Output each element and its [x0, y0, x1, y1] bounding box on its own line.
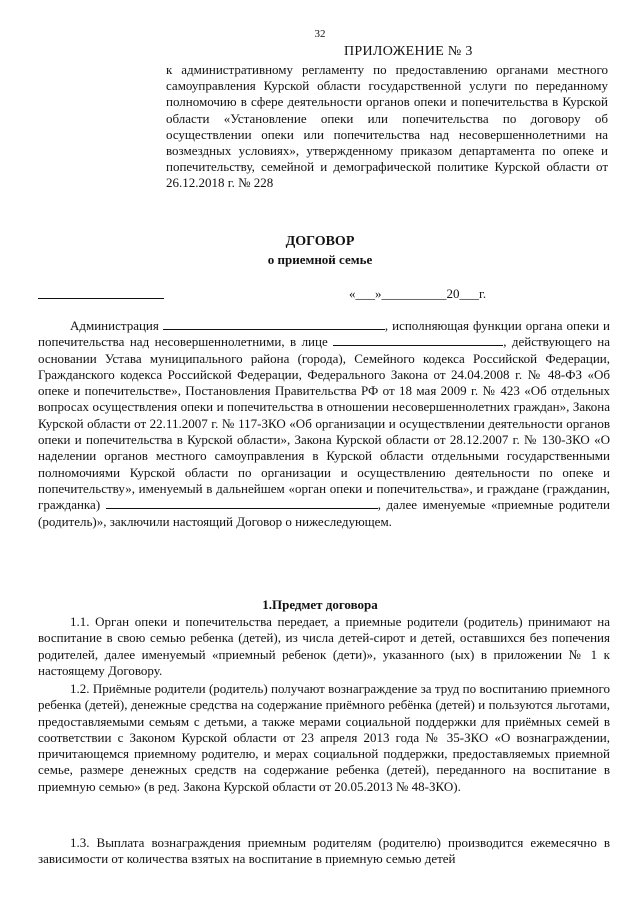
date-line: «___»__________20___г. [349, 286, 487, 301]
page-number: 32 [314, 28, 326, 40]
admin-paragraph [38, 318, 610, 530]
appendix-title: ПРИЛОЖЕНИЕ № 3 [344, 44, 473, 59]
clause-1-1: 1.1. Орган опеки и попечительства передает, а приемные родители (родитель) принимают на воспитание в свою семью ребенка (детей), из числа детей-сирот и детей, оставшихся без попечения родителей, далее именуемый «приемный ребенок (дети)», указанного (ых) в приложении № 1 к настоящему Договору. [38, 614, 610, 678]
clause-1-2: 1.2. Приёмные родители (родитель) получают вознаграждение за труд по воспитанию приемного ребенка (детей), денежные средства на содержание приёмного ребёнка (детей) и пользуются льготами, предоставляемыми семьям с детьми, а также мерами социальной поддержки для приёмных семей в соответствии с Законом Курской области от 23 апреля 2013 года № 35-ЗКО «О вознаграждении, причитающемся приемному родителю, и мерах социальной поддержки, предоставляемых приемной семье, размере денежных средств на содержание ребенка (детей), переданного на воспитание в приемную семью» (в ред. Закона Курской области от 20.05.2013 № 48-ЗКО). [38, 681, 610, 794]
clause-1-3: 1.3. Выплата вознаграждения приемным родителям (родителю) производится ежемесячно в зависимости от количества взятых на воспитание в приемную семью детей [38, 835, 610, 867]
admin-text-4: , далее именуемые «приемные родители (родитель)», заключили настоящий Договор о нижеследующем. [38, 497, 611, 529]
appendix-text: к административному регламенту по предоставлению органами местного самоуправления Курской области государственной услуги по переданному полномочию в сфере деятельности органов опеки и попечительства в Курской области «Установление опеки или попечительства по договору об осуществлении опеки или попечительства над несовершеннолетними на возмездных условиях», утвержденному приказом департамента по опеке и попечительству, семейной и демографической политике Курской области от 26.12.2018 г. № 228 [166, 62, 608, 191]
admin-text-2: , исполняющая функции органа опеки и попечительства над несовершеннолетними, в лице [38, 318, 610, 350]
place-blank-line [38, 298, 164, 299]
admin-name-blank [163, 318, 385, 330]
document-subtitle: о приемной семье [267, 252, 373, 267]
representative-blank [333, 334, 503, 346]
citizens-blank [106, 497, 378, 509]
admin-text-3: , действующего на основании Устава муниципального района (города), Семейного кодекса Российской Федерации, Гражданского кодекса Российской Федерации, Федерального Закона от 24.04.2008 г. № 48-ФЗ «Об опеке и попечительстве», Постановления Правительства РФ от 18 мая 2009 г. № 423 «Об отдельных вопросах осуществления опеки и попечительства в отношении несовершеннолетних граждан», Закона Курской области от 22.11.2007 г. № 117-ЗКО «Об организации и осуществлении деятельности органов опеки и попечительства в Курской области», Закона Курской области от 28.12.2007 г. № 130-ЗКО «О наделении органов местного самоуправления в Курской области отдельными государственными полномочиями Курской области по организации и осуществлению деятельности по опеке и попечительству», именуемый в дальнейшем «орган опеки и попечительства», и граждане (гражданин, гражданка) [38, 334, 611, 513]
section-1-title: 1.Предмет договора [262, 597, 378, 612]
admin-text-1: Администрация [70, 318, 159, 333]
document-title: ДОГОВОР [285, 234, 355, 249]
